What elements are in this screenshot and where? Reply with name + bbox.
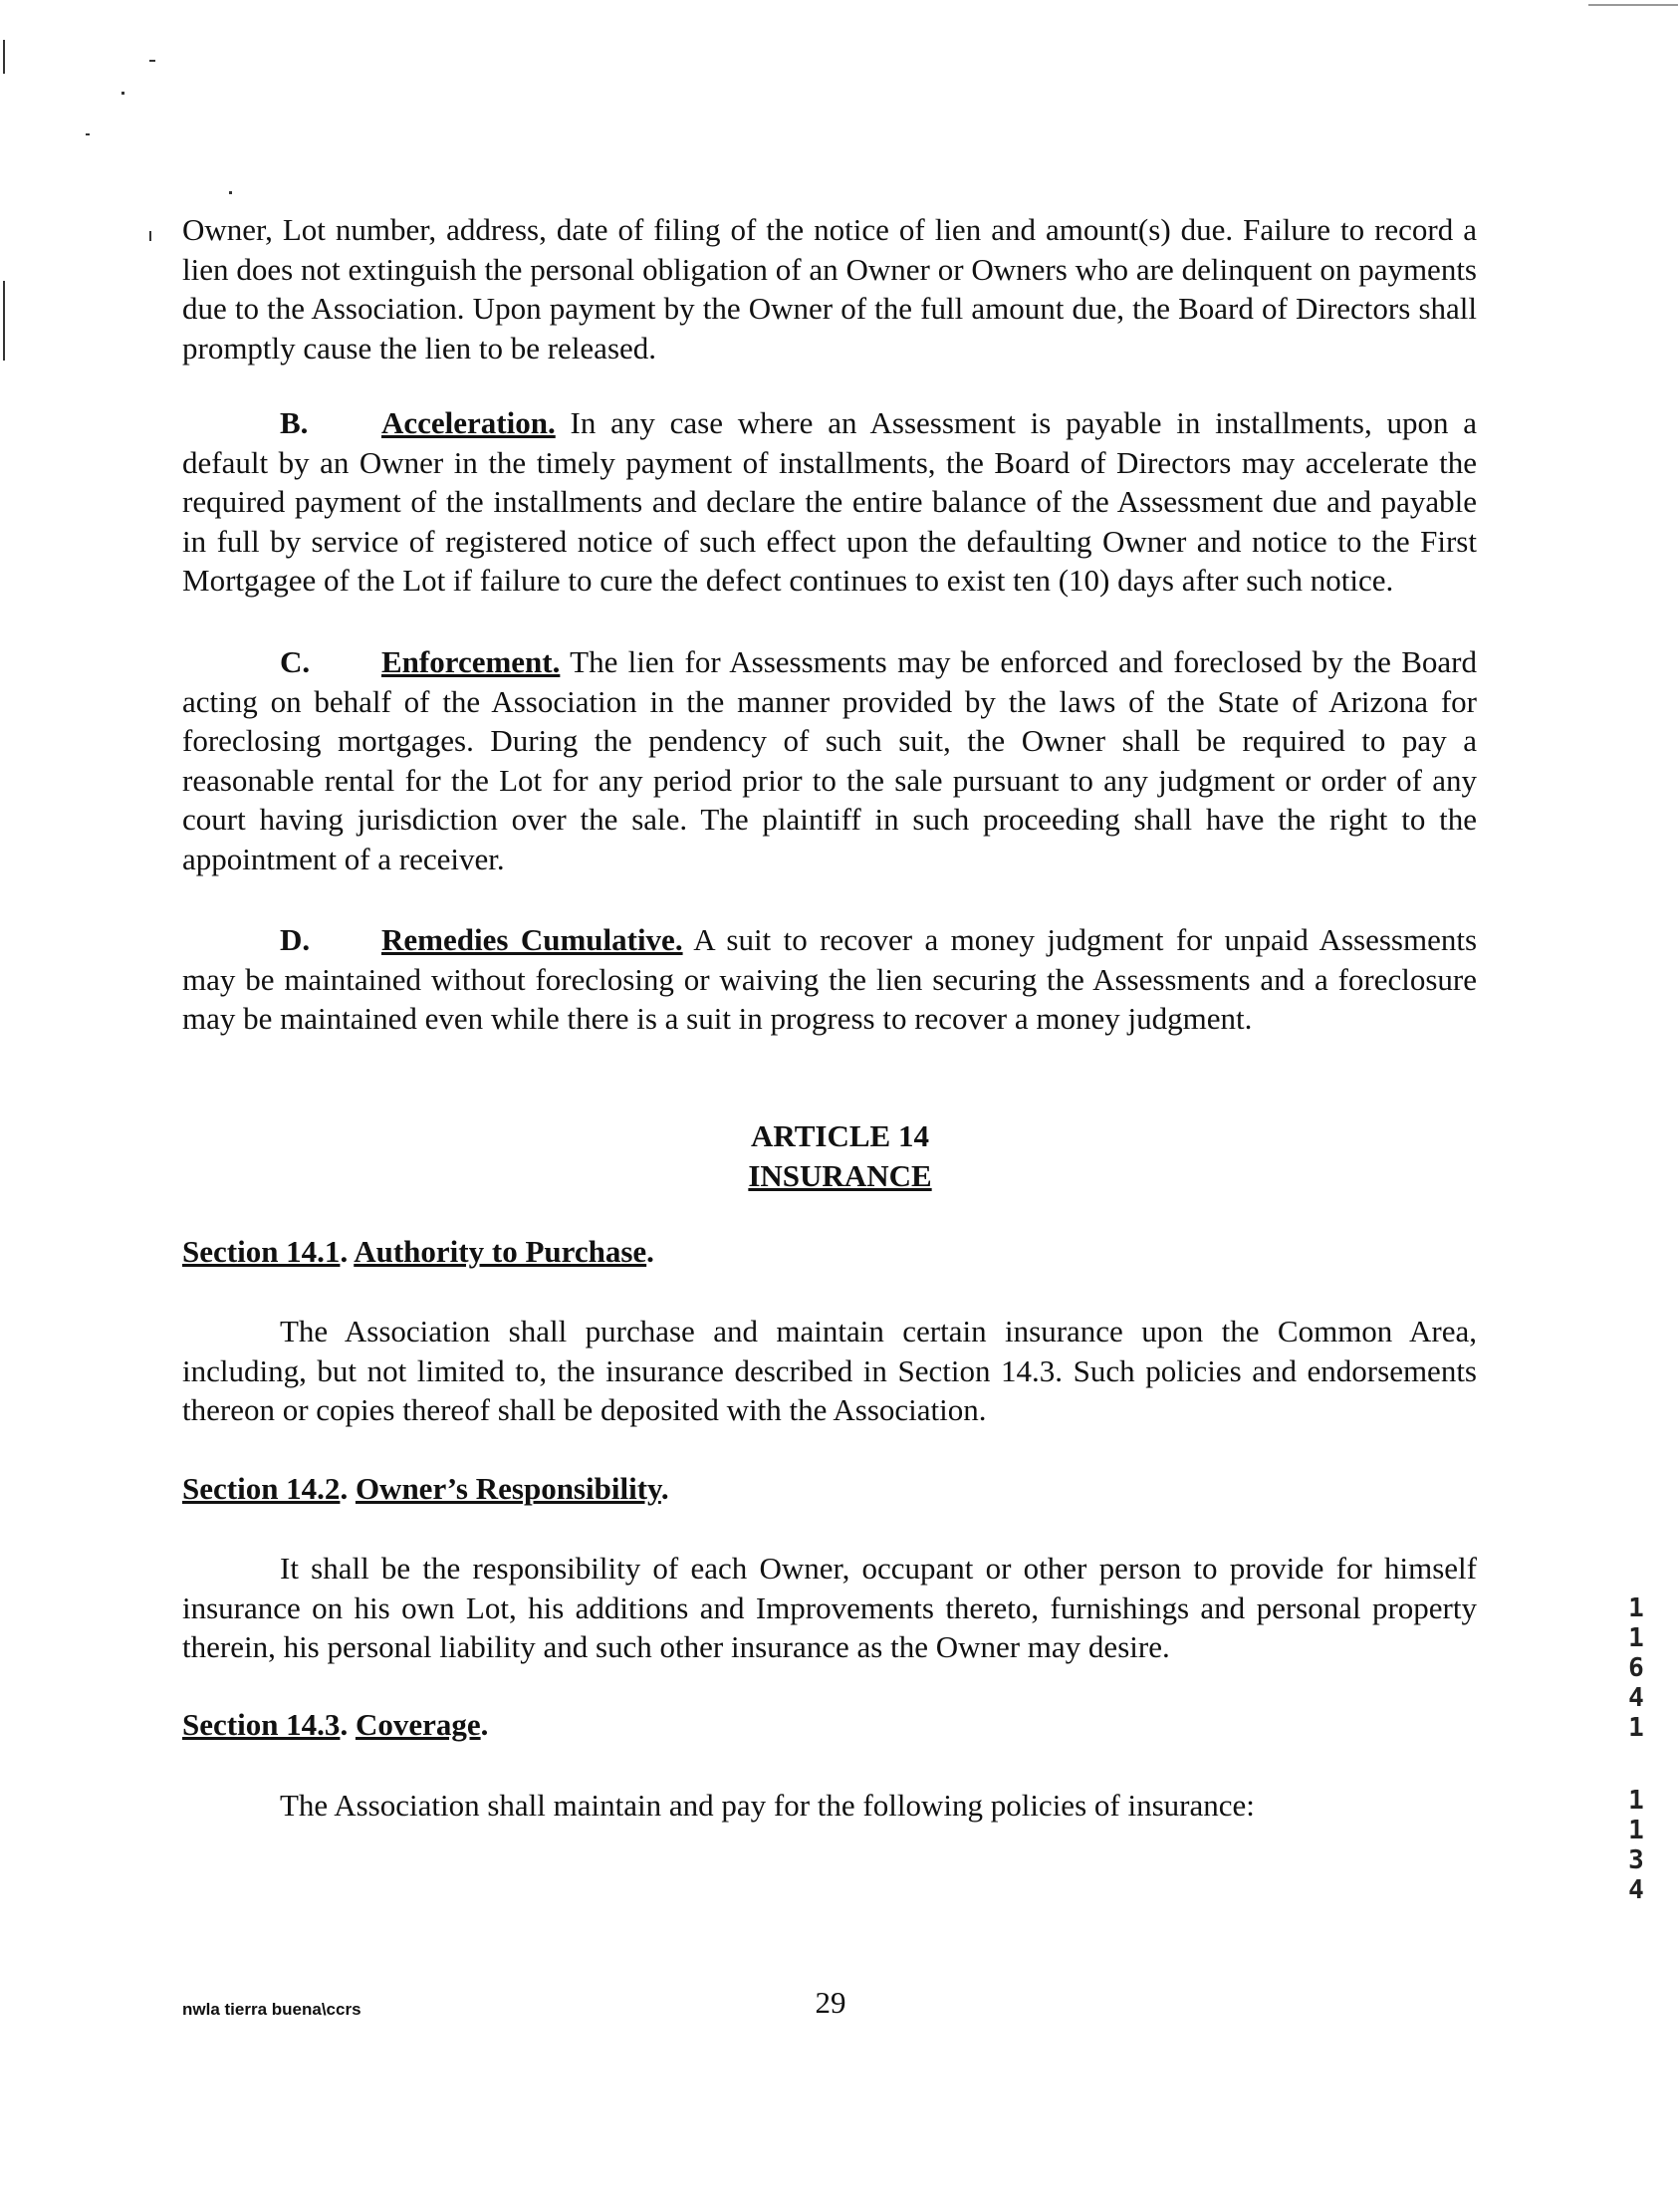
section-14-1-heading: Section 14.1. Authority to Purchase. xyxy=(182,1234,654,1269)
scan-mark-speck xyxy=(229,191,232,194)
subsection-d-label: D. xyxy=(280,922,311,957)
section-14-1-number: Section 14.1 xyxy=(182,1234,341,1269)
subsection-c xyxy=(182,642,1477,878)
subsection-c-body: The lien for Assessments may be enforced and foreclosed by the Board acting on behalf of the Association in the manner provided by the laws of the State of Arizona for foreclosing mortgages. During the pendency of such suit, the Owner shall be required to pay a reasonable rental for the Lot for any period prior to the sale pursuant to any judgment or order of any court having jurisdiction over the sale. The plaintiff in such proceeding shall have the right to the appointment of a receiver. xyxy=(182,644,1477,876)
section-14-3-body: The Association shall maintain and pay for the following policies of insurance: xyxy=(280,1788,1255,1823)
article-title: INSURANCE xyxy=(748,1158,932,1193)
subsection-b-heading: Acceleration. xyxy=(381,405,556,440)
scan-mark-corner xyxy=(1588,4,1678,6)
section-14-2-body: It shall be the responsibility of each Owner, occupant or other person to provide for himself insurance on his own Lot, his additions and Improvements thereto, furnishings and personal property therein, his personal liability and such other insurance as the Owner may desire. xyxy=(182,1551,1477,1664)
section-14-3-number: Section 14.3 xyxy=(182,1707,341,1742)
article-number: ARTICLE 14 xyxy=(751,1118,929,1153)
subsection-d-heading: Remedies Cumulative. xyxy=(381,922,683,957)
subsection-b xyxy=(182,403,1477,601)
article-heading xyxy=(0,1116,1680,1196)
section-14-2-title: Owner’s Responsibility xyxy=(355,1471,661,1506)
subsection-b-body: In any case where an Assessment is payable in installments, upon a default by an Owner in the timely payment of installments, the Board of Directors may accelerate the required payment of the installments and declare the entire balance of the Assessment due and payable in full by service of registered notice of such effect upon the defaulting Owner and notice to the First Mortgagee of the Lot if failure to cure the defect continues to exist ten (10) days after such notice. xyxy=(182,405,1477,598)
section-14-3-title: Coverage xyxy=(355,1707,481,1742)
subsection-d xyxy=(182,920,1477,1039)
subsection-c-label: C. xyxy=(280,644,311,679)
subsection-d-body: A suit to recover a money judgment for unpaid Assessments may be maintained without foreclosing or waiving the lien securing the Assessments and a foreclosure may be maintained even while there is a suit in progress to recover a money judgment. xyxy=(182,922,1478,1036)
margin-stamp-upper: 1 1 6 4 1 xyxy=(1628,1593,1644,1743)
section-14-1-body: The Association shall purchase and maintain certain insurance upon the Common Area, including, but not limited to, the insurance described in Section 14.3. Such policies and endorsements thereon or copies thereof shall be deposited with the Association. xyxy=(182,1314,1477,1427)
subsection-b-label: B. xyxy=(280,405,309,440)
scan-mark-left-edge xyxy=(3,40,5,74)
section-14-1-title: Authority to Purchase xyxy=(354,1234,647,1269)
scan-mark-left-edge-lower xyxy=(3,281,5,361)
scan-mark-speck xyxy=(121,92,124,95)
continued-paragraph: Owner, Lot number, address, date of filing of the notice of lien and amount(s) due. Failure to record a lien does not extinguish the personal obligation of an Owner or Owners who are delinquent on payments due to the Association. Upon payment by the Owner of the full amount due, the Board of Directors shall promptly cause the lien to be released. xyxy=(182,212,1477,366)
scan-mark-speck xyxy=(149,60,155,62)
margin-stamp-lower: 1 1 3 4 xyxy=(1628,1786,1644,1905)
scan-mark-speck xyxy=(149,231,151,241)
section-14-2-number: Section 14.2 xyxy=(182,1471,341,1506)
footer-file-path: nwla tierra buena\ccrs xyxy=(182,2000,361,2019)
section-14-3-heading: Section 14.3. Coverage. xyxy=(182,1707,489,1742)
subsection-c-heading: Enforcement. xyxy=(381,644,561,679)
scan-mark-speck xyxy=(86,133,90,135)
section-14-2-heading: Section 14.2. Owner’s Responsibility. xyxy=(182,1471,669,1506)
page-number: 29 xyxy=(815,1985,846,2020)
